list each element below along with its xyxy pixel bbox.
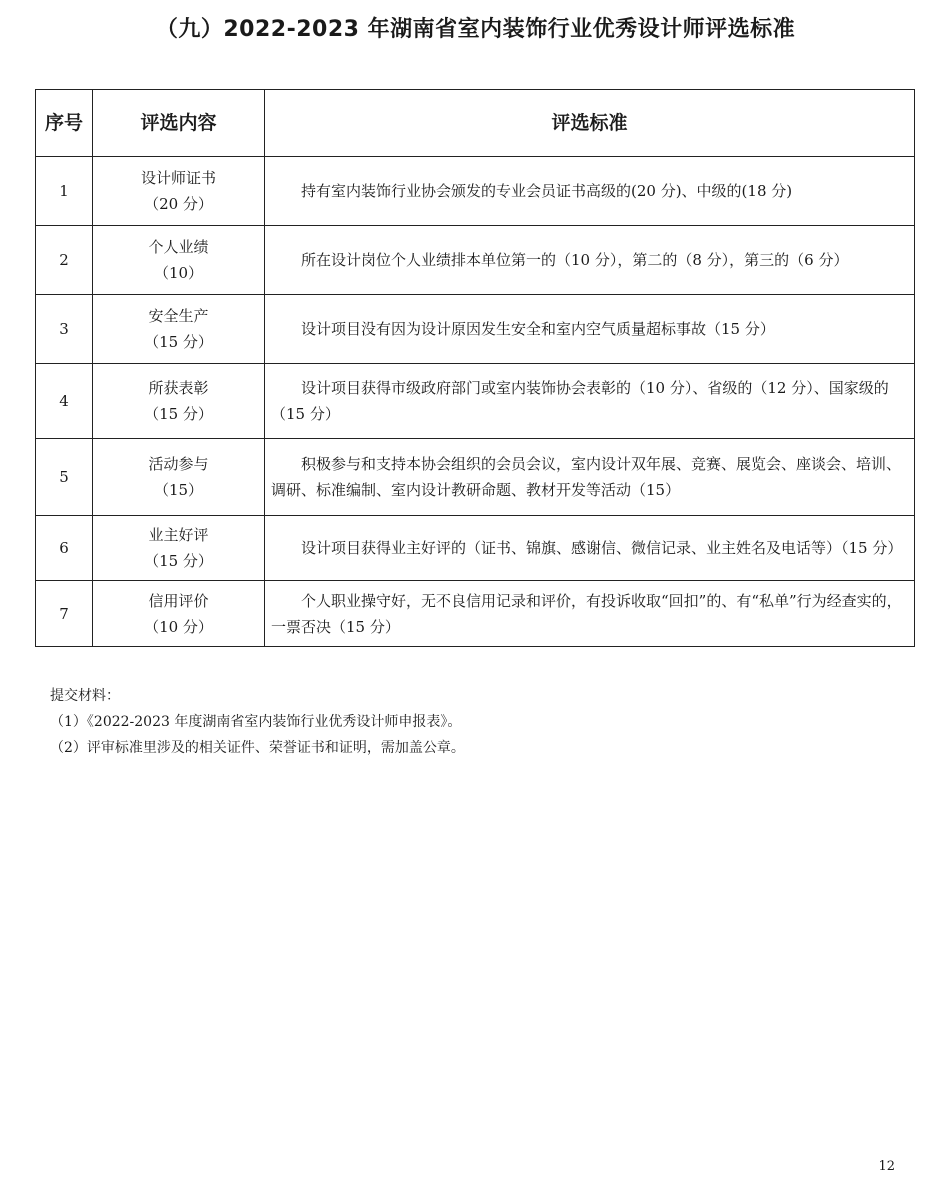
table-row [36,439,915,516]
row-standard: 设计项目获得业主好评的（证书、锦旗、感谢信、微信记录、业主姓名及电话等）（15 分） [265,516,915,581]
row-item [93,581,265,647]
notes-item: （1）《2022-2023 年度湖南省室内装饰行业优秀设计师申报表》。 [50,714,462,730]
page-number: 12 [878,1159,895,1174]
row-item [93,364,265,439]
page-title: （九）2022-2023 年湖南省室内装饰行业优秀设计师评选标准 [155,17,796,42]
row-item [93,516,265,581]
table-row [36,581,915,647]
row-standard: 设计项目获得市级政府部门或室内装饰协会表彰的（10 分）、省级的（12 分）、国家级的（15 分） [265,364,915,439]
row-standard: 个人职业操守好，无不良信用记录和评价，有投诉收取“回扣”的、有“私单”行为经查实的，一票否决（15 分） [265,581,915,647]
row-number: 7 [36,581,93,647]
item-score: （15 分） [144,333,213,351]
table-row [36,295,915,364]
notes-heading: 提交材料： [50,688,120,704]
item-name: 安全生产 [148,307,209,325]
row-standard: 持有室内装饰行业协会颁发的专业会员证书高级的(20 分)、中级的(18 分) [265,157,915,226]
item-name: 信用评价 [148,591,209,610]
item-score: （15 分） [144,552,213,570]
header-number: 序号 [36,90,93,157]
item-score: （20 分） [144,195,213,213]
table-row [36,364,915,439]
item-score: （10） [153,264,204,282]
item-name: 设计师证书 [140,169,216,187]
item-name: 活动参与 [148,455,209,473]
table-header-row [36,90,915,157]
row-item [93,295,265,364]
row-item [93,226,265,295]
row-number: 4 [36,364,93,439]
table-row [36,157,915,226]
criteria-table [35,89,915,647]
item-score: （15） [153,481,204,499]
table-row [36,226,915,295]
row-standard: 积极参与和支持本协会组织的会员会议，室内设计双年展、竞赛、展览会、座谈会、培训、调研、标准编制、室内设计教研命题、教材开发等活动（15） [265,439,915,516]
table-row [36,516,915,581]
notes-item: （2）评审标准里涉及的相关证件、荣誉证书和证明，需加盖公章。 [50,740,465,756]
header-standard: 评选标准 [265,90,915,157]
row-standard: 所在设计岗位个人业绩排本单位第一的（10 分），第二的（8 分），第三的（6 分） [265,226,915,295]
row-number: 5 [36,439,93,516]
row-standard: 设计项目没有因为设计原因发生安全和室内空气质量超标事故（15 分） [265,295,915,364]
item-score: （15 分） [144,405,213,423]
submission-notes [50,683,465,761]
item-name: 业主好评 [148,526,209,544]
row-number: 6 [36,516,93,581]
row-item [93,157,265,226]
item-name: 所获表彰 [148,379,209,397]
row-item [93,439,265,516]
header-item: 评选内容 [93,90,265,157]
row-number: 3 [36,295,93,364]
row-number: 1 [36,157,93,226]
row-number: 2 [36,226,93,295]
item-score: （10 分） [144,617,213,636]
item-name: 个人业绩 [148,238,209,256]
